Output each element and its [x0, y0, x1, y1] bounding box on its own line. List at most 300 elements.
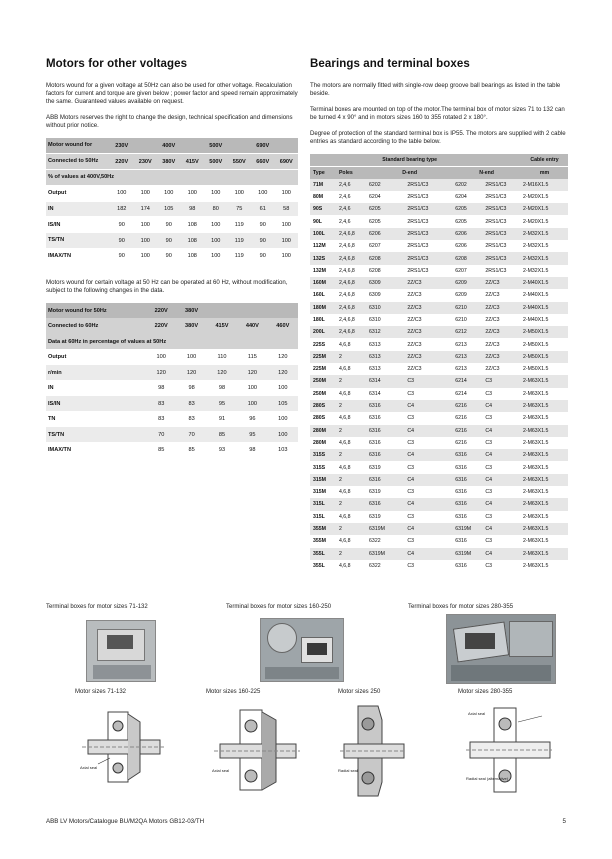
table-cell: 415V — [207, 318, 237, 334]
table-cell: C3 — [404, 375, 452, 387]
table-cell: 103 — [268, 442, 298, 458]
table-cell: 80M — [310, 191, 336, 203]
page-footer — [46, 818, 566, 825]
table-cell: 6316 — [452, 474, 482, 486]
left-column — [46, 58, 298, 458]
table-cell: 2-M40X1.5 — [520, 289, 568, 301]
table-cell: 4,6,8 — [336, 511, 366, 523]
figure-label: Axial seal — [212, 768, 230, 773]
table-row — [46, 427, 298, 443]
table-cell: 2Z/C3 — [404, 289, 452, 301]
table-cell: 6206 — [366, 228, 404, 240]
table-cell: 2-M16X1.5 — [520, 179, 568, 191]
table-cell: 100 — [134, 217, 158, 233]
table-row — [46, 365, 298, 381]
table-cell: 225M — [310, 351, 336, 363]
table-cell: 90 — [251, 249, 275, 265]
table-cell: 96 — [237, 411, 267, 427]
table-row — [46, 249, 298, 265]
table-header-cell — [482, 154, 520, 166]
table-cell: 2RS1/C3 — [482, 252, 520, 264]
table-cell: 2Z/C3 — [404, 326, 452, 338]
figure-caption: Motor sizes 160-225 — [206, 689, 261, 695]
table-cell: 112M — [310, 240, 336, 252]
table-cell: 2-M32X1.5 — [520, 240, 568, 252]
table-cell: 6316 — [366, 498, 404, 510]
table-cell: 6216 — [452, 400, 482, 412]
table-header-cell: 500V — [204, 138, 228, 154]
table-header-cell: 690V — [251, 138, 275, 154]
table-row — [46, 442, 298, 458]
table-cell: 2-M63X1.5 — [520, 388, 568, 400]
table-header-cell — [268, 303, 298, 319]
table-cell: C4 — [404, 474, 452, 486]
table-cell: 2 — [336, 351, 366, 363]
table-cell: 6209 — [452, 277, 482, 289]
table-cell: 100 — [204, 185, 228, 201]
table-cell: 355M — [310, 523, 336, 535]
table-cell: 58 — [275, 201, 299, 217]
table-cell: 83 — [176, 411, 206, 427]
table-header-cell — [228, 138, 252, 154]
table-cell: 132M — [310, 265, 336, 277]
table-cell: 90 — [110, 249, 134, 265]
table-row — [310, 338, 568, 350]
table-cell: 6216 — [452, 425, 482, 437]
table-row — [310, 203, 568, 215]
table-cell: 355L — [310, 548, 336, 560]
table-cell: 180M — [310, 302, 336, 314]
figure-label: Radial seal — [338, 768, 358, 773]
table-cell: 250M — [310, 388, 336, 400]
table-cell: 6316 — [366, 437, 404, 449]
table-cell: 6208 — [366, 265, 404, 277]
table-cell: 6205 — [366, 203, 404, 215]
table-cell: 315M — [310, 474, 336, 486]
table-cell: 2Z/C3 — [482, 277, 520, 289]
table-row — [310, 289, 568, 301]
table-row — [46, 185, 298, 201]
table-header-cell: Poles — [336, 166, 366, 178]
bearing-table — [310, 154, 568, 572]
table-cell: C4 — [404, 548, 452, 560]
table-row — [310, 535, 568, 547]
table-cell: 2-M63X1.5 — [520, 375, 568, 387]
table-cell: 6316 — [452, 535, 482, 547]
table-header-cell — [237, 303, 267, 319]
table-cell: 2,4,6,8 — [336, 277, 366, 289]
table-cell: 90 — [157, 249, 181, 265]
table-cell: 6316 — [452, 486, 482, 498]
table-cell: 2-M63X1.5 — [520, 511, 568, 523]
table-cell: 90 — [110, 233, 134, 249]
table-cell: 90L — [310, 215, 336, 227]
table-row — [310, 351, 568, 363]
table-cell: C4 — [482, 449, 520, 461]
table-cell: 280M — [310, 437, 336, 449]
table-cell: 90 — [251, 233, 275, 249]
table-cell: 2RS1/C3 — [404, 252, 452, 264]
table-cell: 2,4,6,8 — [336, 326, 366, 338]
table-cell: 95 — [207, 396, 237, 412]
terminal-box-photo — [446, 614, 556, 684]
table-cell: 70 — [176, 427, 206, 443]
table-cell: C3 — [404, 486, 452, 498]
table-cell: 2-M32X1.5 — [520, 252, 568, 264]
table-cell: 2Z/C3 — [404, 363, 452, 375]
figure-label: Axial seal — [468, 711, 486, 716]
table-cell: 6316 — [366, 412, 404, 424]
table-row — [46, 380, 298, 396]
table-cell: 6314 — [366, 388, 404, 400]
table-cell: 6213 — [452, 338, 482, 350]
table-cell: 2-M32X1.5 — [520, 228, 568, 240]
table-cell: 180L — [310, 314, 336, 326]
table-row — [310, 461, 568, 473]
table-cell: 6210 — [452, 314, 482, 326]
table-row — [310, 326, 568, 338]
table-cell: 2-M32X1.5 — [520, 265, 568, 277]
table-row — [310, 412, 568, 424]
table-cell: 2Z/C3 — [482, 338, 520, 350]
table-row — [310, 363, 568, 375]
table-cell: C3 — [404, 461, 452, 473]
table-cell: 2-M50X1.5 — [520, 338, 568, 350]
paragraph: Motors wound for certain voltage at 50 Hz can be operated at 60 Hz, without modification, subject to the following changes in the data. — [46, 278, 288, 294]
table-cell: 100 — [204, 233, 228, 249]
table-cell: 2 — [336, 474, 366, 486]
table-cell: 2,4,6 — [336, 203, 366, 215]
table-cell: 2RS1/C3 — [404, 179, 452, 191]
table-cell: 315S — [310, 461, 336, 473]
figure-caption: Motor sizes 71-132 — [75, 689, 127, 695]
table-cell: 6316 — [366, 449, 404, 461]
table-cell: 115 — [237, 349, 267, 365]
table-cell: 2Z/C3 — [404, 351, 452, 363]
table-cell: 6204 — [366, 191, 404, 203]
table-row — [310, 302, 568, 314]
table-row — [310, 523, 568, 535]
table-row — [310, 314, 568, 326]
table-row — [310, 228, 568, 240]
table-cell: 2-M63X1.5 — [520, 400, 568, 412]
table-cell: 6202 — [366, 179, 404, 191]
table-cell: 6207 — [452, 265, 482, 277]
table-cell: 119 — [228, 249, 252, 265]
table-row — [46, 396, 298, 412]
table-cell: 6202 — [452, 179, 482, 191]
table-cell: 2-M40X1.5 — [520, 277, 568, 289]
table-cell: 2-M20X1.5 — [520, 215, 568, 227]
table-cell: 100 — [110, 185, 134, 201]
table-cell: 120 — [176, 365, 206, 381]
table-cell: 6209 — [452, 289, 482, 301]
table-cell: 160M — [310, 277, 336, 289]
table-cell: 90 — [251, 217, 275, 233]
table-cell: 120 — [268, 349, 298, 365]
table-cell: 98 — [176, 380, 206, 396]
table-cell: 2RS1/C3 — [482, 203, 520, 215]
table-cell: 280S — [310, 400, 336, 412]
table-cell: C4 — [482, 425, 520, 437]
table-cell: 2-M63X1.5 — [520, 449, 568, 461]
table-cell: C4 — [404, 425, 452, 437]
table-row-label: IN — [46, 380, 146, 396]
table-cell: 90S — [310, 203, 336, 215]
table-row — [310, 425, 568, 437]
table-cell: 2 — [336, 375, 366, 387]
table-cell: 105 — [268, 396, 298, 412]
table-cell: 6313 — [366, 338, 404, 350]
table-cell: 280M — [310, 425, 336, 437]
table-row-label: Connected to 50Hz — [46, 154, 110, 170]
table-cell: 105 — [157, 201, 181, 217]
table-row-label: IN — [46, 201, 110, 217]
table-cell: 280S — [310, 412, 336, 424]
table-cell: 6310 — [366, 302, 404, 314]
table-cell: 2Z/C3 — [482, 351, 520, 363]
table-cell: 415V — [181, 154, 205, 170]
table-cell: 2 — [336, 449, 366, 461]
table-cell: 2RS1/C3 — [482, 228, 520, 240]
table-row — [310, 548, 568, 560]
table-cell: 100 — [251, 185, 275, 201]
table-row-label: TS/TN — [46, 427, 146, 443]
table-cell: 2RS1/C3 — [482, 240, 520, 252]
table-cell: C4 — [404, 498, 452, 510]
table-header-cell: 380V — [176, 303, 206, 319]
table-cell: 4,6,8 — [336, 338, 366, 350]
table-cell: 250M — [310, 375, 336, 387]
table-row — [46, 349, 298, 365]
table-cell: 100 — [268, 380, 298, 396]
table-cell: 2RS1/C3 — [404, 228, 452, 240]
table-header-cell — [181, 138, 205, 154]
table-row — [310, 191, 568, 203]
table-cell: 6310 — [366, 314, 404, 326]
table-cell: 4,6,8 — [336, 535, 366, 547]
table-header-cell: 400V — [157, 138, 181, 154]
table-cell: 6309 — [366, 277, 404, 289]
table-cell: 61 — [251, 201, 275, 217]
table-cell: 100 — [275, 249, 299, 265]
table-row — [310, 388, 568, 400]
table-cell: 355L — [310, 560, 336, 572]
table-cell: 2Z/C3 — [482, 326, 520, 338]
table-cell: 100L — [310, 228, 336, 240]
table-cell: 83 — [176, 396, 206, 412]
table-cell: 95 — [237, 427, 267, 443]
table-row — [46, 217, 298, 233]
table-cell: 108 — [181, 217, 205, 233]
table-cell: 690V — [275, 154, 299, 170]
table-cell: 2Z/C3 — [404, 338, 452, 350]
table-header-label: Motor wound for 50Hz — [46, 303, 146, 319]
table-cell: 315L — [310, 511, 336, 523]
table-header-cell: D-end — [366, 166, 452, 178]
table-cell: 2,4,6,8 — [336, 289, 366, 301]
figure-caption: Motor sizes 280-355 — [458, 689, 513, 695]
voltage-table-50hz — [46, 138, 298, 265]
table-cell: 6319M — [366, 523, 404, 535]
table-cell: 75 — [228, 201, 252, 217]
table-cell: 120 — [146, 365, 176, 381]
table-cell: 355M — [310, 535, 336, 547]
section-title-bearings: Bearings and terminal boxes — [310, 58, 470, 70]
table-cell: 4,6,8 — [336, 486, 366, 498]
table-cell: 100 — [204, 249, 228, 265]
table-cell: 2,4,6,8 — [336, 228, 366, 240]
table-cell: 2-M20X1.5 — [520, 203, 568, 215]
table-cell: 2RS1/C3 — [404, 215, 452, 227]
table-header-cell: 230V — [110, 138, 134, 154]
table-row — [310, 511, 568, 523]
table-cell: 85 — [207, 427, 237, 443]
table-cell: 6309 — [366, 289, 404, 301]
table-cell: 2RS1/C3 — [482, 191, 520, 203]
table-cell: 2-M63X1.5 — [520, 560, 568, 572]
table-cell: C4 — [482, 498, 520, 510]
figure-caption: Motor sizes 250 — [338, 689, 381, 695]
paragraph: Degree of protection of the standard terminal box is IP55. The motors are supplied with 2 cable entries as standard according to the table below. — [310, 130, 566, 145]
table-cell: 90 — [157, 233, 181, 249]
table-row-label: r/min — [46, 365, 146, 381]
table-cell: 2RS1/C3 — [482, 179, 520, 191]
table-cell: 4,6,8 — [336, 363, 366, 375]
table-cell: C3 — [482, 375, 520, 387]
table-cell: 2 — [336, 548, 366, 560]
table-row — [310, 560, 568, 572]
table-cell: C3 — [404, 388, 452, 400]
table-cell: 2-M50X1.5 — [520, 351, 568, 363]
table-row-label: Connected to 60Hz — [46, 318, 146, 334]
bearing-drawing — [78, 702, 168, 792]
table-cell: 6206 — [452, 240, 482, 252]
table-row — [310, 240, 568, 252]
table-cell: C4 — [404, 400, 452, 412]
table-cell: 6313 — [366, 351, 404, 363]
table-cell: 182 — [110, 201, 134, 217]
table-cell: C3 — [482, 560, 520, 572]
table-cell: 2,4,6,8 — [336, 265, 366, 277]
table-cell: 6322 — [366, 560, 404, 572]
table-cell: 6205 — [452, 215, 482, 227]
table-cell: 98 — [237, 442, 267, 458]
table-header-cell: N-end — [452, 166, 520, 178]
table-header-cell: 220V — [146, 303, 176, 319]
table-cell: 6213 — [452, 351, 482, 363]
table-cell: 100 — [275, 233, 299, 249]
table-cell: 440V — [237, 318, 267, 334]
table-cell: 2RS1/C3 — [404, 203, 452, 215]
table-cell: 6316 — [452, 449, 482, 461]
table-cell: 100 — [176, 349, 206, 365]
table-cell: 80 — [204, 201, 228, 217]
table-cell: 2RS1/C3 — [482, 265, 520, 277]
table-header-cell: Type — [310, 166, 336, 178]
table-cell: 225M — [310, 363, 336, 375]
table-cell: 2,4,6,8 — [336, 240, 366, 252]
table-cell: 100 — [268, 411, 298, 427]
table-cell: 6208 — [452, 252, 482, 264]
table-cell: 98 — [146, 380, 176, 396]
table-cell: 160L — [310, 289, 336, 301]
table-row — [310, 400, 568, 412]
figure-caption: Terminal boxes for motor sizes 71-132 — [46, 604, 148, 610]
terminal-box-photo — [86, 620, 156, 682]
table-cell: 220V — [110, 154, 134, 170]
table-cell: 120 — [268, 365, 298, 381]
table-cell: C3 — [404, 412, 452, 424]
table-cell: C3 — [482, 388, 520, 400]
table-cell: 120 — [237, 365, 267, 381]
table-cell: 2-M40X1.5 — [520, 302, 568, 314]
table-row-label: Output — [46, 185, 110, 201]
table-cell: 132S — [310, 252, 336, 264]
table-cell: 225S — [310, 338, 336, 350]
table-cell: 108 — [181, 233, 205, 249]
table-cell: C3 — [404, 535, 452, 547]
table-cell: 110 — [207, 349, 237, 365]
table-cell: 2-M63X1.5 — [520, 486, 568, 498]
table-cell: C4 — [482, 548, 520, 560]
table-cell: 6319 — [366, 461, 404, 473]
table-cell: C3 — [404, 437, 452, 449]
table-cell: 100 — [146, 349, 176, 365]
table-cell: 2-M63X1.5 — [520, 535, 568, 547]
table-cell: 6316 — [452, 461, 482, 473]
table-subheader: % of values at 400V,50Hz — [46, 170, 298, 186]
table-cell: 100 — [134, 233, 158, 249]
table-cell: 85 — [146, 442, 176, 458]
table-cell: 380V — [176, 318, 206, 334]
table-cell: 6207 — [366, 240, 404, 252]
table-cell: 6205 — [452, 203, 482, 215]
table-cell: 6204 — [452, 191, 482, 203]
table-subheader: Data at 60Hz in percentage of values at 50Hz — [46, 334, 298, 350]
table-cell: 2-M63X1.5 — [520, 425, 568, 437]
table-row-label: IMAX/TN — [46, 442, 146, 458]
table-cell: C3 — [482, 511, 520, 523]
table-cell: 2Z/C3 — [482, 302, 520, 314]
table-cell: 100 — [157, 185, 181, 201]
table-cell: 2-M50X1.5 — [520, 363, 568, 375]
table-cell: 6214 — [452, 375, 482, 387]
table-row — [310, 437, 568, 449]
table-row — [46, 233, 298, 249]
table-cell: 2-M50X1.5 — [520, 326, 568, 338]
table-cell: 100 — [268, 427, 298, 443]
table-row — [310, 252, 568, 264]
table-cell: 460V — [268, 318, 298, 334]
table-cell: 90 — [157, 217, 181, 233]
table-cell: 2-M20X1.5 — [520, 191, 568, 203]
table-cell: 6210 — [452, 302, 482, 314]
table-cell: 230V — [134, 154, 158, 170]
table-cell: 119 — [228, 233, 252, 249]
table-row — [310, 474, 568, 486]
figure-label: Radial seal (alternative) — [466, 776, 509, 781]
table-row-label: TS/TN — [46, 233, 110, 249]
table-row — [310, 277, 568, 289]
table-cell: 2-M63X1.5 — [520, 548, 568, 560]
bearing-drawing — [464, 702, 554, 798]
table-header-label: Motor wound for — [46, 138, 110, 154]
table-cell: 83 — [146, 411, 176, 427]
table-cell: 2Z/C3 — [404, 277, 452, 289]
table-cell: 6322 — [366, 535, 404, 547]
table-row — [310, 486, 568, 498]
